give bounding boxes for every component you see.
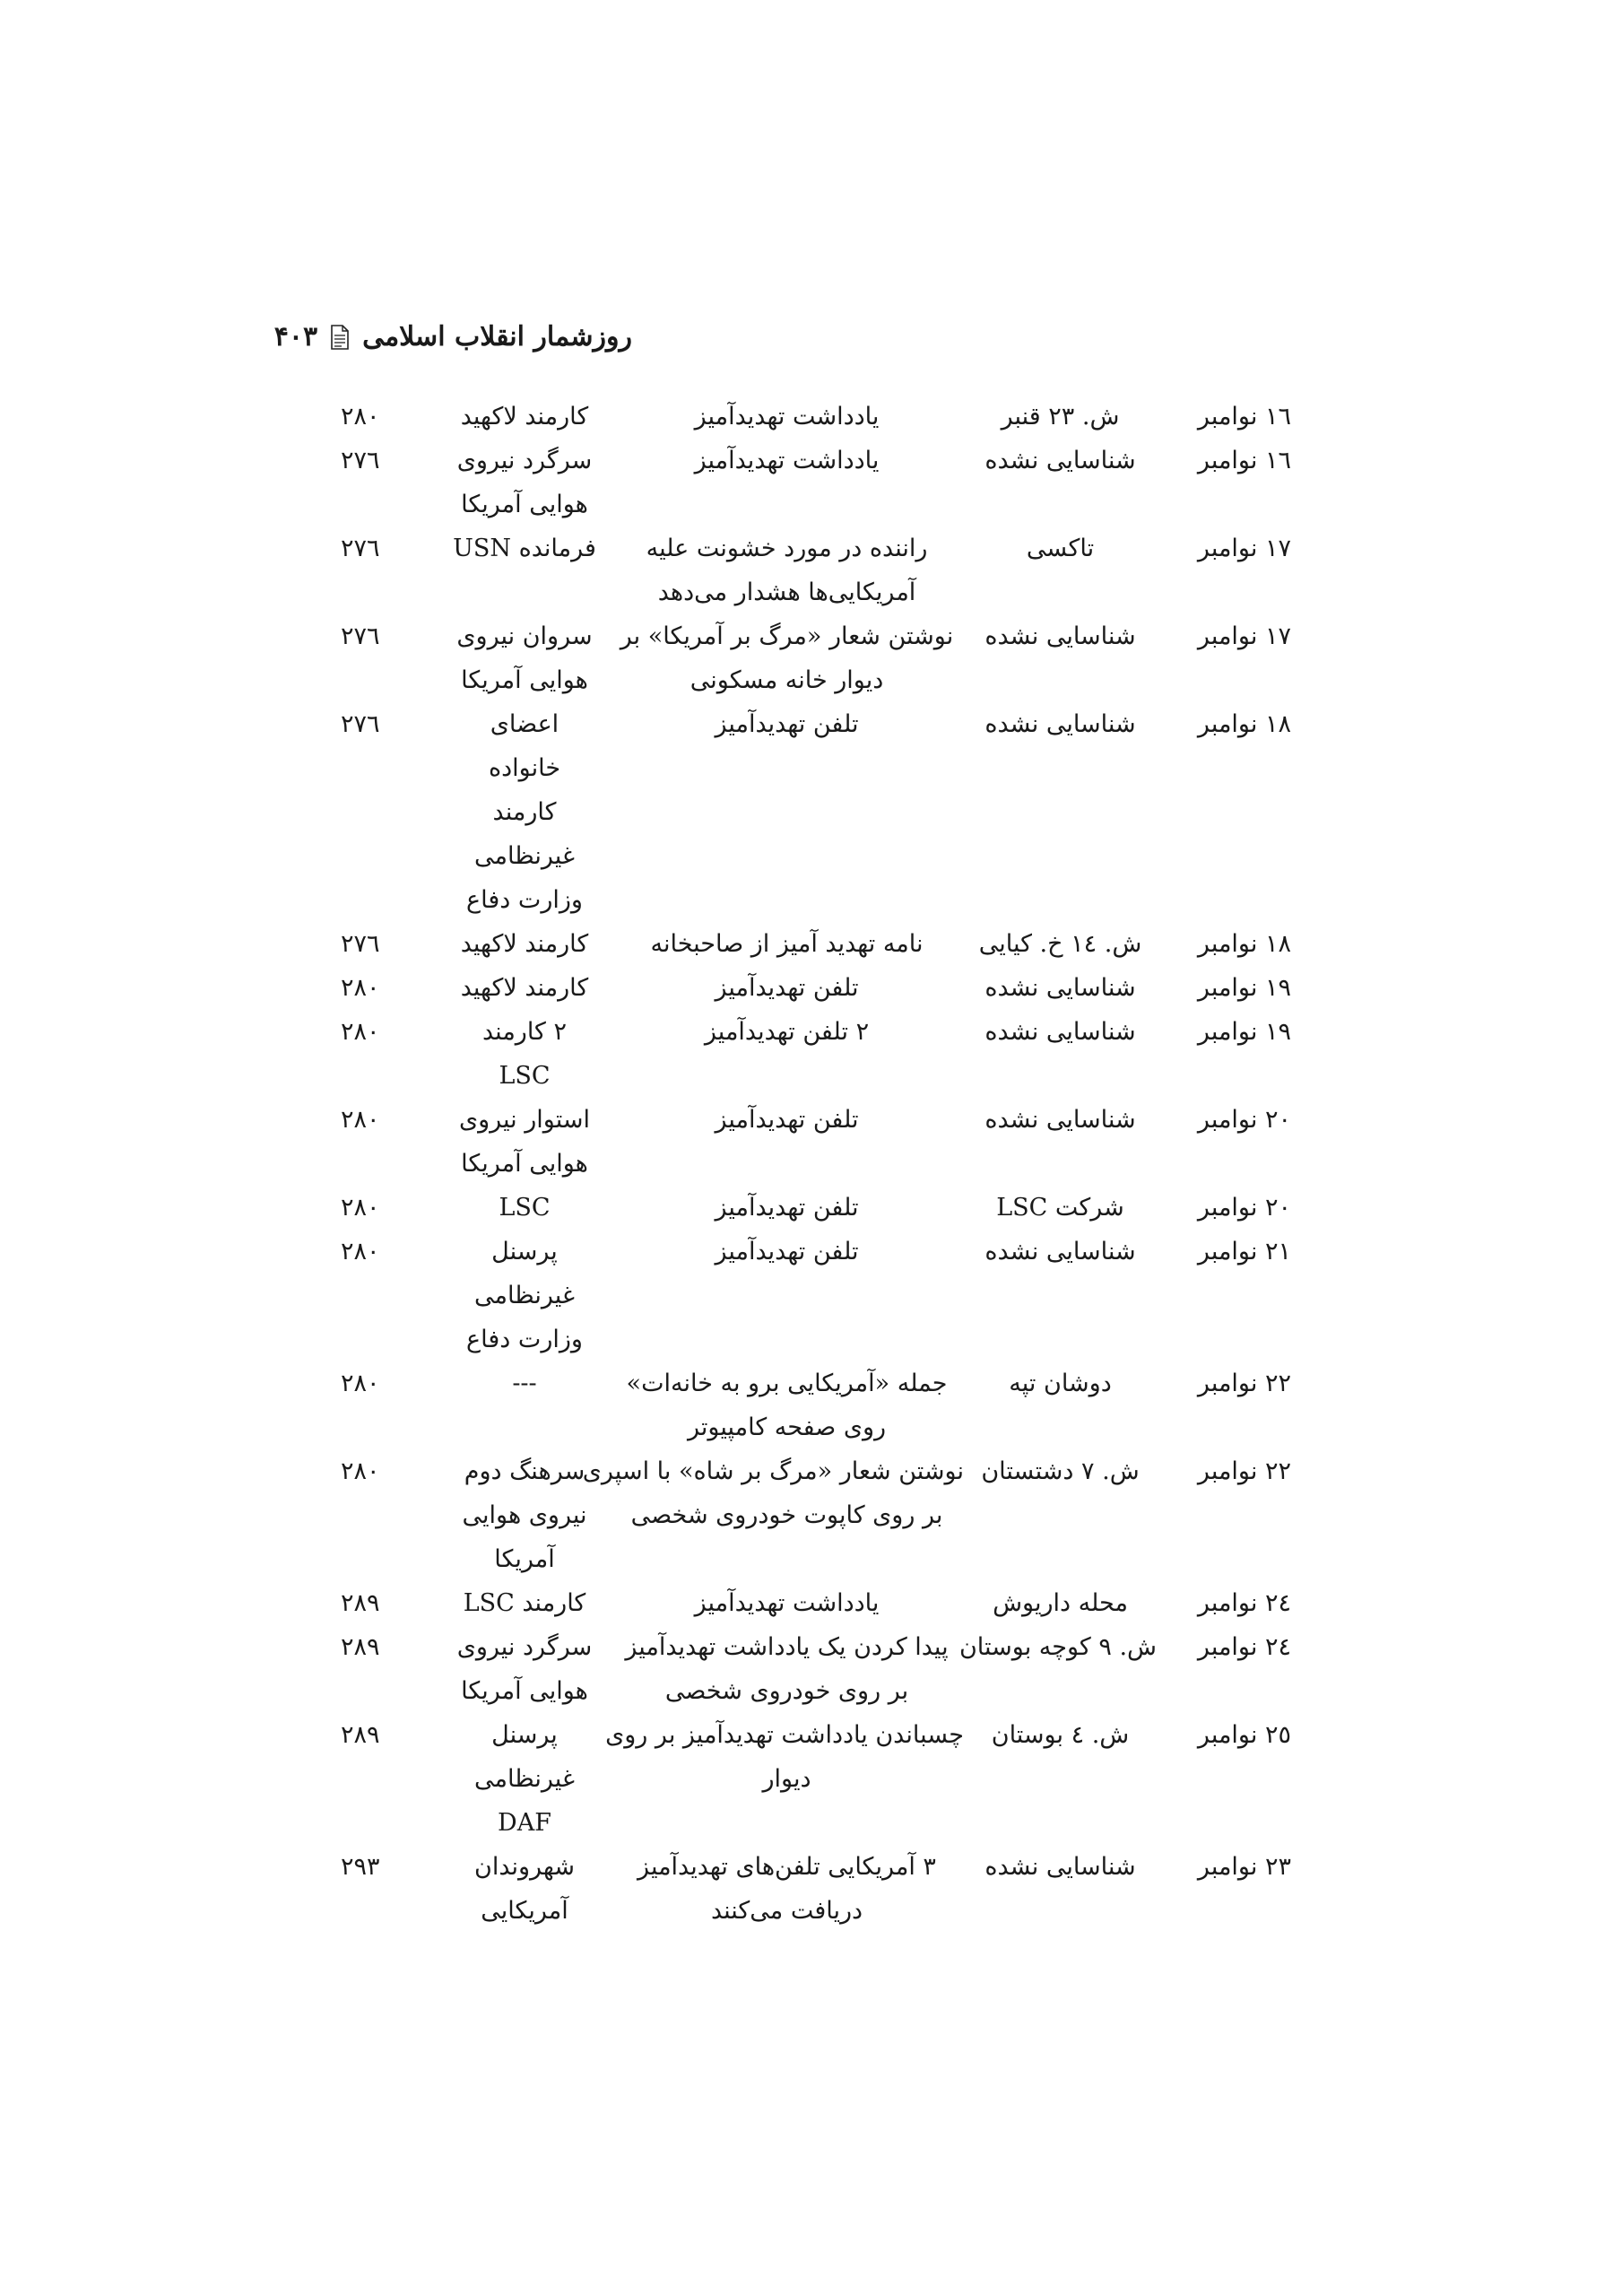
event-cell (605, 1713, 964, 1845)
reference-cell: ٢٨٩ (341, 1721, 380, 1749)
target-cell (439, 1625, 610, 1713)
table-row (341, 1098, 1291, 1186)
place-cell-line: شركت LSC (996, 1194, 1124, 1222)
date-cell: ١٦ نوامبر (1197, 447, 1291, 474)
place-cell (964, 1713, 1157, 1845)
target-cell (439, 702, 610, 922)
date-cell: ٢٠ نوامبر (1197, 1194, 1291, 1222)
place-cell (964, 526, 1157, 614)
events-table (341, 395, 1291, 1933)
target-cell-line: هوايی آمريكا (461, 1677, 588, 1705)
target-cell (439, 614, 610, 702)
table-row (341, 1230, 1291, 1361)
reference-cell: ٢٧٦ (341, 447, 380, 474)
date-cell: ١٧ نوامبر (1197, 535, 1291, 562)
event-cell (610, 1581, 964, 1625)
target-cell-line: وزارت دفاع (466, 1326, 583, 1353)
date-cell: ١٨ نوامبر (1197, 710, 1291, 738)
reference-cell: ٢٨٠ (341, 1106, 380, 1134)
target-cell-line: LSC (499, 1194, 551, 1222)
event-cell-line: يادداشت تهديدآميز (694, 1589, 880, 1617)
place-cell (964, 1230, 1157, 1361)
date-cell: ٢٢ نوامبر (1197, 1370, 1291, 1397)
event-cell (610, 439, 964, 526)
target-cell-line: --- (512, 1370, 537, 1397)
date-cell: ١٧ نوامبر (1197, 622, 1291, 650)
reference-cell: ٢٧٦ (341, 930, 380, 958)
place-cell-line: شناسايی نشده (984, 1106, 1136, 1134)
event-cell-line: نوشتن شعار «مرگ بر شاه» با اسپری (582, 1457, 964, 1485)
table-row (341, 1581, 1291, 1625)
target-cell-line: كارمند لاكهيد (460, 974, 589, 1002)
target-cell-line: هوايی آمريكا (461, 666, 588, 694)
event-cell-line: بر روی خودروی شخصی (664, 1677, 909, 1705)
reference-cell: ٢٧٦ (341, 535, 380, 562)
table-row (341, 1361, 1291, 1449)
target-cell-line: فرمانده USN (453, 535, 596, 562)
place-cell (958, 1625, 1157, 1713)
target-cell (439, 1449, 610, 1581)
target-cell-line: خانواده (488, 754, 561, 782)
target-cell-line: آمريكايی (481, 1897, 568, 1925)
reference-cell: ٢٨٩ (341, 1633, 380, 1661)
document-icon (330, 325, 350, 350)
date-cell: ٢٠ نوامبر (1197, 1106, 1291, 1134)
place-cell (964, 1449, 1157, 1581)
date-cell: ٢٥ نوامبر (1197, 1721, 1291, 1749)
target-cell-line: هوايی آمريكا (461, 491, 588, 518)
event-cell-line: چسباندن يادداشت تهديدآميز بر روی (605, 1721, 964, 1749)
place-cell-line: شناسايی نشده (984, 710, 1136, 738)
reference-cell: ٢٩٣ (341, 1853, 380, 1881)
target-cell-line: پرسنل (491, 1238, 558, 1265)
target-cell-line: نيروی هوايی (462, 1501, 587, 1529)
event-cell-line: ديوار (762, 1765, 811, 1793)
target-cell-line: LSC (499, 1062, 551, 1090)
event-cell-line: نامه تهديد آميز از صاحبخانه (650, 930, 924, 958)
place-cell-line: ش. ٧ دشتستان (981, 1457, 1140, 1485)
date-cell: ٢١ نوامبر (1197, 1238, 1291, 1265)
place-cell (964, 966, 1157, 1010)
place-cell (964, 1361, 1157, 1449)
place-cell (964, 614, 1157, 702)
event-cell-line: ديوار خانه مسكونی (690, 666, 884, 694)
target-cell (439, 1010, 610, 1098)
place-cell (964, 702, 1157, 922)
event-cell-line: تلفن تهديدآميز (715, 1194, 859, 1222)
table-row (341, 702, 1291, 922)
place-cell-line: شناسايی نشده (984, 622, 1136, 650)
place-cell-line: محله داريوش (993, 1589, 1128, 1617)
event-cell-line: تلفن تهديدآميز (715, 1238, 859, 1265)
place-cell (964, 1186, 1157, 1230)
place-cell-line: ش. ٤ بوستان (991, 1721, 1130, 1749)
place-cell (964, 439, 1157, 526)
event-cell-line: دريافت می‌كنند (710, 1897, 863, 1925)
event-cell (582, 1449, 964, 1581)
date-cell: ١٩ نوامبر (1197, 1018, 1291, 1046)
place-cell (964, 1581, 1157, 1625)
table-row (341, 526, 1291, 614)
table-row (341, 614, 1291, 702)
table-row (341, 1010, 1291, 1098)
target-cell (439, 439, 610, 526)
reference-cell: ٢٨٠ (341, 1370, 380, 1397)
event-cell-line: جمله «آمريكايی برو به خانه‌ات» (626, 1370, 948, 1397)
target-cell-line: هوايی آمريكا (461, 1150, 588, 1178)
target-cell-line: كارمند LSC (463, 1589, 586, 1617)
table-row (341, 1713, 1291, 1845)
reference-cell: ٢٨٠ (341, 1018, 380, 1046)
target-cell-line: استوار نيروی (458, 1106, 591, 1134)
event-cell-line: آمريكايی‌ها هشدار می‌دهد (657, 578, 916, 606)
reference-cell: ٢٧٦ (341, 622, 380, 650)
target-cell-line: سرگرد نيروی (456, 447, 593, 474)
target-cell-line: غيرنظامی (473, 1765, 576, 1793)
book-title: روزشمار انقلاب اسلامی (362, 321, 632, 352)
date-cell: ١٩ نوامبر (1197, 974, 1291, 1002)
event-cell-line: يادداشت تهديدآميز (694, 403, 880, 430)
place-cell (964, 1098, 1157, 1186)
table-row (341, 1449, 1291, 1581)
target-cell-line: كارمند (492, 798, 557, 826)
reference-cell: ٢٧٦ (341, 710, 380, 738)
target-cell-line: اعضای (490, 710, 559, 738)
event-cell (610, 1010, 964, 1098)
target-cell-line: غيرنظامی (473, 842, 576, 870)
target-cell (439, 526, 610, 614)
target-cell (439, 1098, 610, 1186)
reference-cell: ٢٨٠ (341, 1238, 380, 1265)
target-cell-line: كارمند لاكهيد (460, 930, 589, 958)
target-cell (439, 922, 610, 966)
date-cell: ٢٣ نوامبر (1197, 1853, 1291, 1881)
place-cell (964, 1010, 1157, 1098)
date-cell: ٢٤ نوامبر (1197, 1633, 1291, 1661)
place-cell-line: ش. ٩ كوچه بوستان (958, 1633, 1157, 1661)
place-cell-line: ش. ١٤ خ. كيايی (978, 930, 1142, 958)
event-cell-line: روی صفحه كامپيوتر (687, 1413, 887, 1441)
event-cell (610, 1186, 964, 1230)
target-cell-line: سروان نيروی (456, 622, 593, 650)
target-cell (439, 1581, 610, 1625)
event-cell-line: بر روی كاپوت خودروی شخصی (630, 1501, 943, 1529)
event-cell (610, 966, 964, 1010)
date-cell: ١٨ نوامبر (1197, 930, 1291, 958)
event-cell (610, 395, 964, 439)
place-cell-line: شناسايی نشده (984, 974, 1136, 1002)
target-cell (439, 395, 610, 439)
table-row (341, 922, 1291, 966)
place-cell (964, 922, 1157, 966)
event-cell-line: تلفن تهديدآميز (715, 1106, 859, 1134)
table-row (341, 966, 1291, 1010)
date-cell: ٢٤ نوامبر (1197, 1589, 1291, 1617)
target-cell-line: ٢ كارمند (482, 1018, 567, 1046)
date-cell: ٢٢ نوامبر (1197, 1457, 1291, 1485)
target-cell-line: شهروندان (473, 1853, 576, 1881)
target-cell-line: وزارت دفاع (466, 886, 583, 914)
event-cell (610, 1098, 964, 1186)
target-cell (439, 1186, 610, 1230)
target-cell (439, 1361, 610, 1449)
event-cell (610, 922, 964, 966)
event-cell-line: ٢ تلفن تهديدآميز (704, 1018, 870, 1046)
target-cell (439, 1230, 610, 1361)
place-cell (964, 395, 1157, 439)
event-cell-line: تلفن تهديدآميز (715, 974, 859, 1002)
place-cell-line: شناسايی نشده (984, 1018, 1136, 1046)
event-cell (610, 1230, 964, 1361)
table-row (341, 1845, 1291, 1933)
target-cell-line: سرگرد نيروی (456, 1633, 593, 1661)
reference-cell: ٢٨٠ (341, 974, 380, 1002)
event-cell-line: تلفن تهديدآميز (715, 710, 859, 738)
target-cell (439, 966, 610, 1010)
target-cell-line: آمريكا (494, 1545, 555, 1573)
table-row (341, 439, 1291, 526)
event-cell-line: راننده در مورد خشونت عليه (646, 535, 928, 562)
target-cell-line: پرسنل (491, 1721, 558, 1749)
place-cell (964, 1845, 1157, 1933)
target-cell-line: سرهنگ دوم (464, 1457, 585, 1485)
event-cell (610, 1361, 964, 1449)
target-cell-line: كارمند لاكهيد (460, 403, 589, 430)
reference-cell: ٢٨٠ (341, 1457, 380, 1485)
event-cell-line: نوشتن شعار «مرگ بر آمريكا» بر (620, 622, 954, 650)
table-row (341, 395, 1291, 439)
event-cell-line: يادداشت تهديدآميز (694, 447, 880, 474)
event-cell (610, 614, 964, 702)
target-cell (439, 1713, 610, 1845)
reference-cell: ٢٨٠ (341, 403, 380, 430)
event-cell-line: ٣ آمريكايی تلفن‌های تهديدآميز (638, 1853, 936, 1881)
place-cell-line: دوشان تپه (1009, 1370, 1112, 1397)
event-cell (610, 1845, 964, 1933)
event-cell (610, 526, 964, 614)
table-row (341, 1186, 1291, 1230)
place-cell-line: ش. ٢٣ قنبر (1001, 403, 1120, 430)
event-cell (610, 1625, 964, 1713)
event-cell (610, 702, 964, 922)
reference-cell: ٢٨٠ (341, 1194, 380, 1222)
place-cell-line: شناسايی نشده (984, 1853, 1136, 1881)
page-number: ۴۰۳ (273, 321, 318, 352)
table-row (341, 1625, 1291, 1713)
running-header (274, 321, 632, 352)
date-cell: ١٦ نوامبر (1197, 403, 1291, 430)
place-cell-line: شناسايی نشده (984, 1238, 1136, 1265)
place-cell-line: تاكسی (1026, 535, 1095, 562)
event-cell-line: پيدا كردن يک يادداشت تهديدآميز (625, 1633, 949, 1661)
target-cell-line: غيرنظامی (473, 1282, 576, 1309)
reference-cell: ٢٨٩ (341, 1589, 380, 1617)
target-cell (439, 1845, 610, 1933)
place-cell-line: شناسايی نشده (984, 447, 1136, 474)
target-cell-line: DAF (498, 1809, 551, 1837)
